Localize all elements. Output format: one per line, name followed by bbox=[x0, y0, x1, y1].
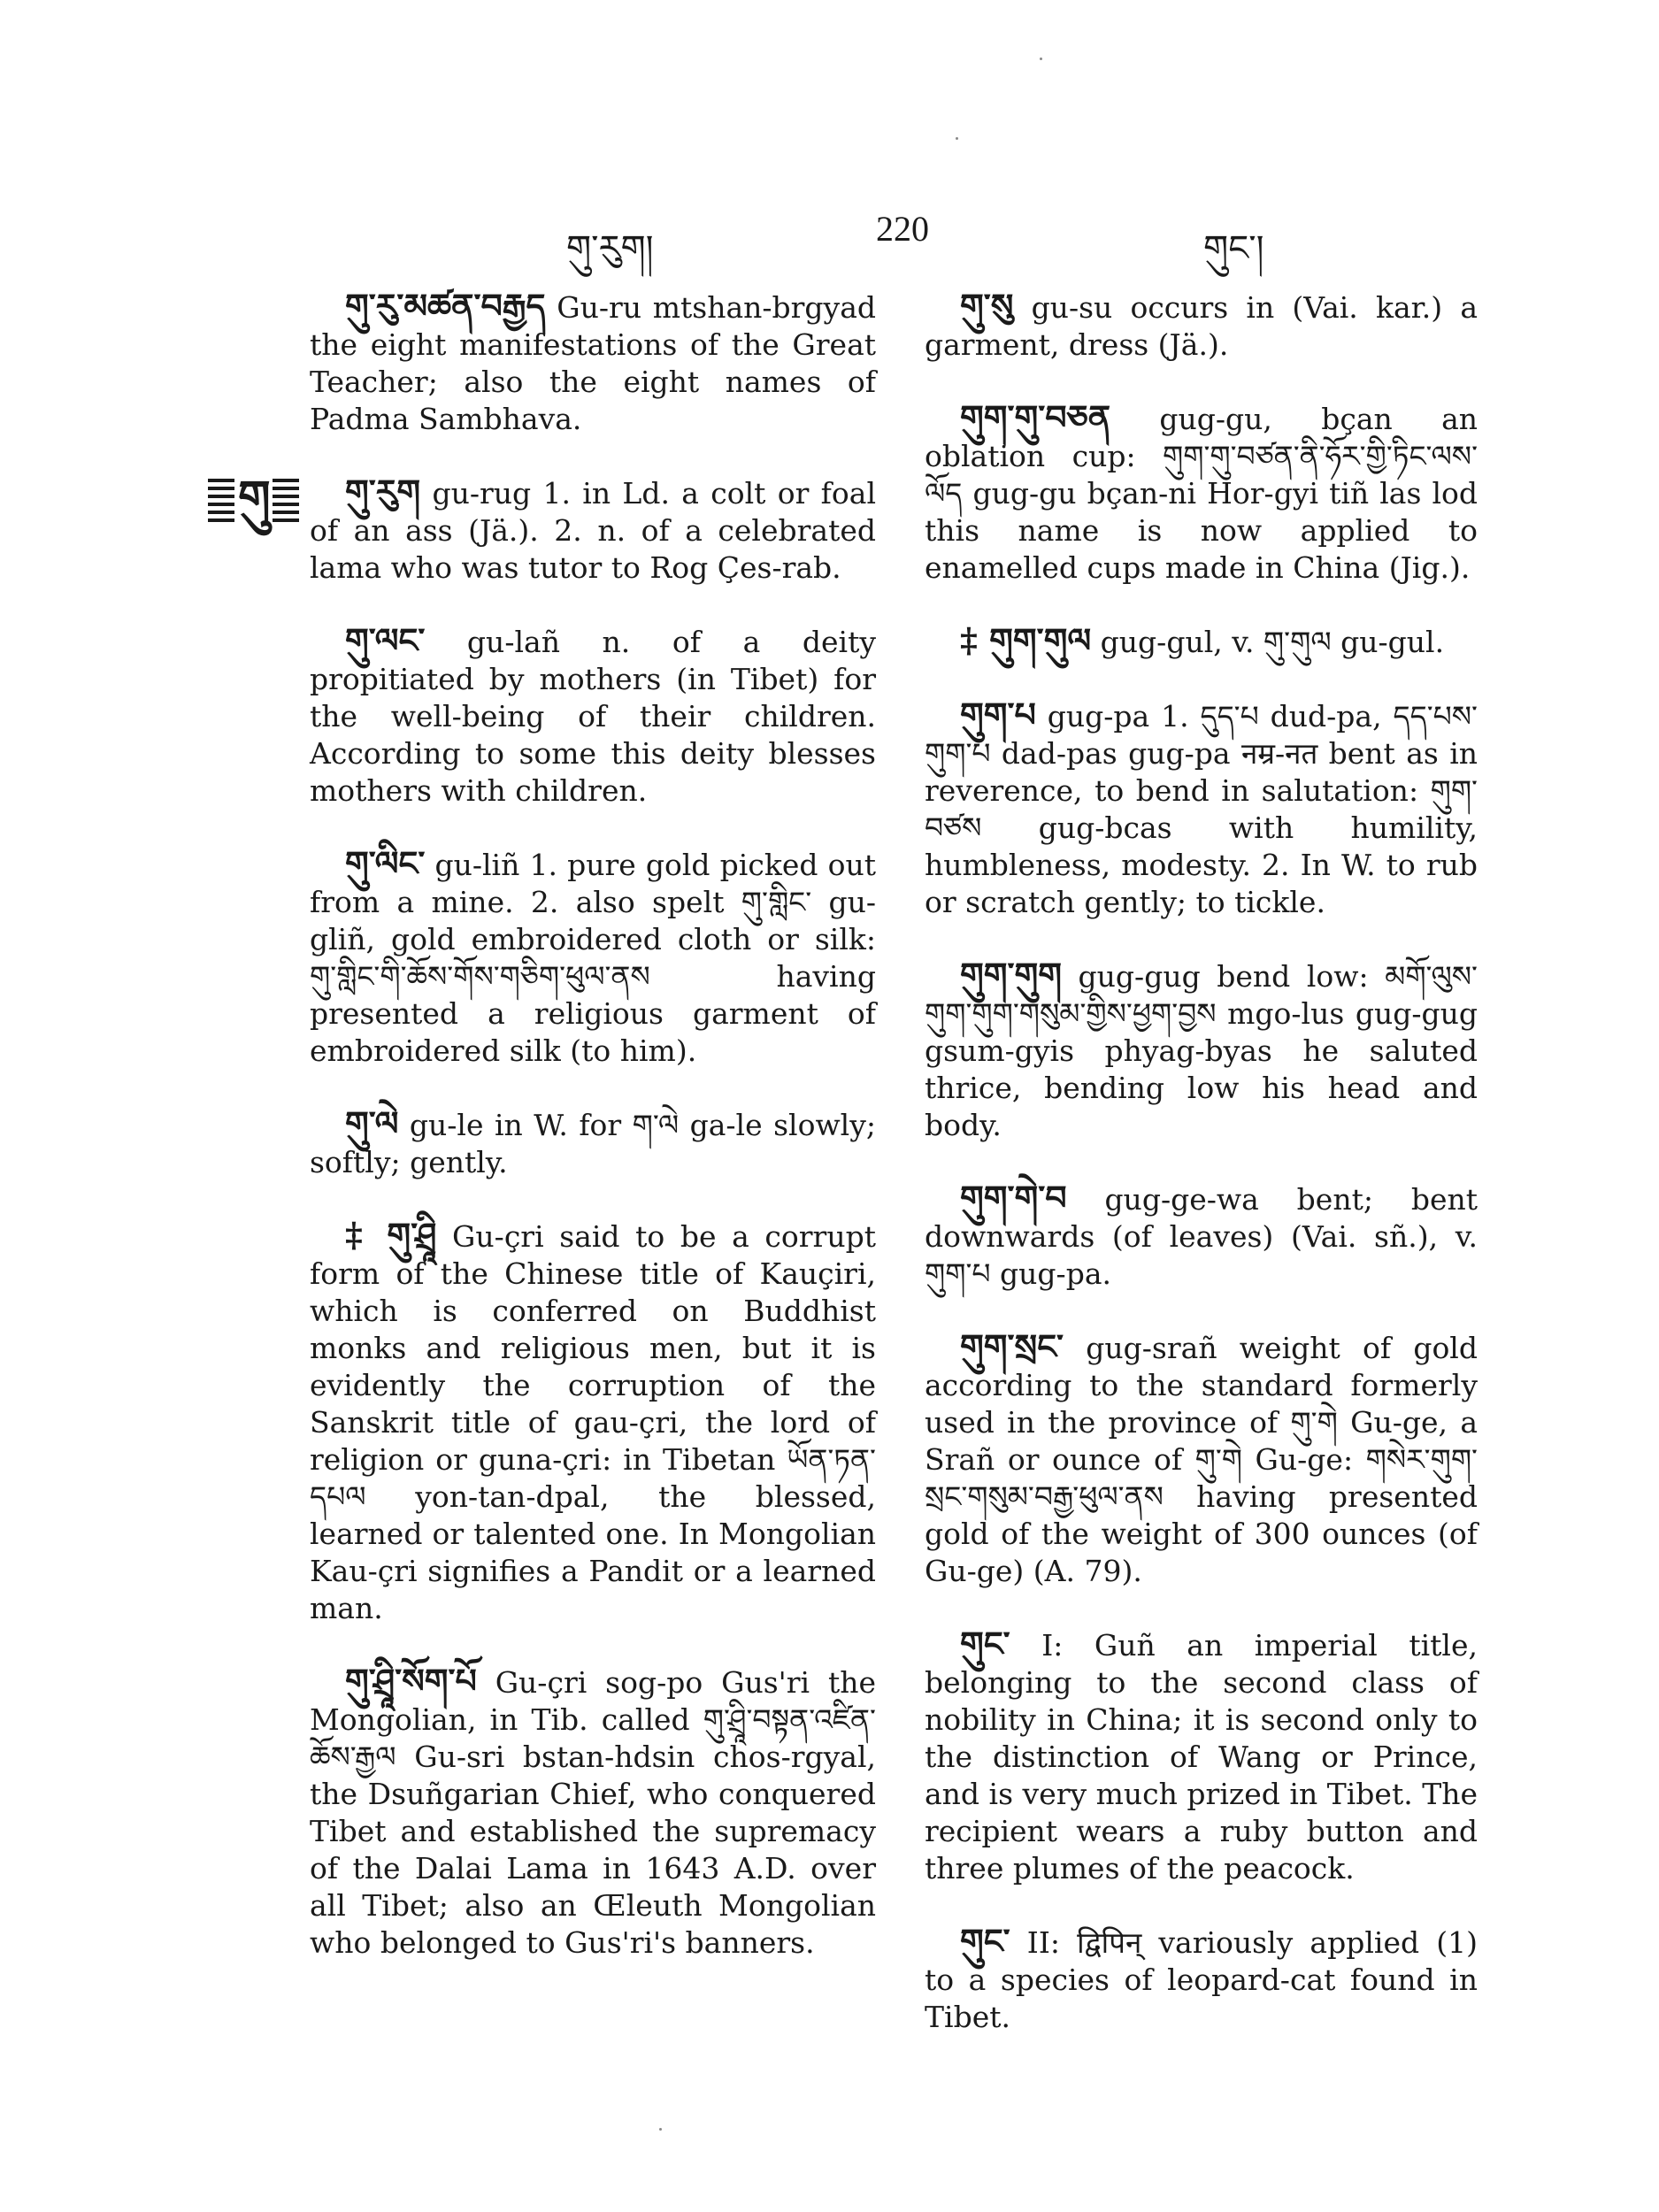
entry-definition: gu-le in W. for ག་ལེ ga-le slowly; softly; gently. bbox=[310, 1108, 876, 1179]
entry-headword: གུག་སྲང་ bbox=[960, 1326, 1064, 1366]
margin-section-mark bbox=[208, 447, 299, 576]
entry-definition: gug-pa 1. དུད་པ dud-pa, དད་པས་གུག་པ dad-pas gug-pa नम्र-नत bent as in reverence, to bend in salutation: གུག་བཙས gug-bcas with humility, humbleness, modesty. 2. In W. to rub or scratch gently; to tickle. bbox=[925, 699, 1478, 919]
entry-definition: Gu-çri said to be a corrupt form of the Chinese title of Kauçiri, which is conferred on Buddhist monks and religious men, but it is evidently the corruption of the Sanskrit title of gau-çri, the lord of religion or guna-çri: in Tibetan ཡོན་ཏན་དཔལ yon-tan-dpal, the blessed, learned or talented one. In Mongolian Kau-çri signifies a Pandit or a learned man. bbox=[310, 1219, 876, 1625]
dictionary-entry bbox=[310, 473, 876, 587]
entry-headword: གུ་ལེ bbox=[345, 1103, 399, 1143]
dictionary-entry bbox=[310, 288, 876, 438]
entry-headword: གུ་ཤྲཱི་སོག་པོ bbox=[345, 1661, 477, 1701]
entry-definition: II: द्विपिन् variously applied (1) to a species of leopard-cat found in Tibet. bbox=[925, 1925, 1478, 2034]
page-header bbox=[310, 208, 1486, 269]
margin-bars-icon bbox=[273, 479, 299, 525]
page-number: 220 bbox=[876, 209, 929, 249]
right-column bbox=[925, 288, 1478, 2071]
entry-headword: གུ་རུ་མཚན་བརྒྱད bbox=[345, 286, 546, 326]
entry-definition: gug-ge-wa bent; bent downwards (of leaves) (Vai. sñ.), v. གུག་པ gug-pa. bbox=[925, 1182, 1478, 1291]
entry-headword: གུག་གུ་བཅན bbox=[960, 397, 1111, 437]
entry-headword: གུག་གུག bbox=[960, 955, 1062, 995]
dictionary-entry bbox=[925, 1328, 1478, 1590]
entry-headword: གུག་གེ་བ bbox=[960, 1178, 1067, 1217]
dictionary-entry bbox=[310, 622, 876, 810]
entry-definition: Gu-ru mtshan-brgyad the eight manifestations of the Great Teacher; also the eight names of Padma Sambhava. bbox=[310, 290, 876, 436]
entry-headword: གུང་ bbox=[960, 1624, 1010, 1663]
dictionary-entry bbox=[310, 1105, 876, 1181]
dictionary-entry bbox=[925, 1179, 1478, 1293]
dictionary-entry bbox=[925, 1625, 1478, 1887]
entry-definition: Gu-çri sog-po Gus'ri the Mongolian, in Tib. called གུ་ཤྲཱི་བསྟན་འཛིན་ཆོས་རྒྱལ Gu-sri bstan-hdsin chos-rgyal, the Dsuñgarian Chief, who conquered Tibet and established the supremacy of the Dalai Lama in 1643 A.D. over all Tibet; also an Œleuth Mongolian who belonged to Gus'ri's banners. bbox=[310, 1665, 876, 1960]
margin-bars-icon bbox=[208, 479, 234, 525]
paper-speck bbox=[1040, 58, 1042, 60]
entry-definition: gug-srañ weight of gold according to the standard formerly used in the province of གུ་གེ Gu-ge, a Srañ or ounce of གུ་གེ Gu-ge: གསེར་གུག་སྲང་གསུམ་བརྒྱ་ཕུལ་ནས having presented gold of the weight of 300 ounces (of Gu-ge) (A. 79). bbox=[925, 1331, 1478, 1588]
entry-definition: gu-rug 1. in Ld. a colt or foal of an ass (Jä.). 2. n. of a celebrated lama who was tutor to Rog Çes-rab. bbox=[310, 476, 876, 585]
entry-definition: gug-gu, bçan an oblation cup: གུག་གུ་བཙན་ནི་ཧོར་གྱི་ཏིང་ལས་ལོད gug-gu bçan-ni Hor-gyi tiñ las lod this name is now applied to enamelled cups made in China (Jig.). bbox=[925, 402, 1478, 585]
paper-speck bbox=[659, 2128, 662, 2131]
margin-mark-letter: གུ bbox=[238, 471, 269, 525]
entry-headword: གུ་སུ bbox=[960, 286, 1014, 326]
entry-definition: gu-liñ 1. pure gold picked out from a mine. 2. also spelt གུ་གླིང་ gu-gliñ, gold embroidered cloth or silk: གུ་གླིང་གི་ཆོས་གོས་གཅིག་ཕུལ་ནས having presented a religious garment of embroidered silk (to him). bbox=[310, 848, 876, 1068]
entry-headword: གུ་རུག bbox=[345, 472, 421, 511]
header-right-word: གུང་། bbox=[1203, 228, 1264, 269]
entry-definition: gug-gul, v. གུ་གུལ gu-gul. bbox=[1091, 625, 1445, 659]
entry-headword: གུ་ལིང་ bbox=[345, 843, 426, 883]
dictionary-entry bbox=[925, 622, 1478, 661]
header-left-word: གུ་རུག། bbox=[566, 228, 654, 269]
left-column bbox=[310, 288, 876, 1997]
entry-headword: གུང་ bbox=[960, 1921, 1010, 1961]
dictionary-entry bbox=[925, 1923, 1478, 2036]
dictionary-entry bbox=[310, 1217, 876, 1627]
dictionary-entry bbox=[310, 845, 876, 1070]
dictionary-entry bbox=[925, 399, 1478, 587]
entry-headword: གུག་པ bbox=[960, 695, 1036, 734]
dictionary-entry bbox=[925, 696, 1478, 921]
dictionary-entry bbox=[925, 956, 1478, 1144]
paper-speck bbox=[956, 137, 958, 140]
entry-headword: ‡ གུ་ཤྲཱི bbox=[345, 1215, 437, 1255]
dictionary-entry bbox=[925, 288, 1478, 364]
entry-definition: gug-gug bend low: མགོ་ལུས་གུག་གུག་གསུམ་གྱིས་ཕྱག་བྱས mgo-lus gug-gug gsum-gyis phyag-byas he saluted thrice, bending low his head and body. bbox=[925, 959, 1478, 1142]
entry-definition: gu-lañ n. of a deity propitiated by mothers (in Tibet) for the well-being of their children. According to some this deity blesses mothers with children. bbox=[310, 625, 876, 808]
entry-definition: gu-su occurs in (Vai. kar.) a garment, dress (Jä.). bbox=[925, 290, 1478, 362]
entry-definition: I: Guñ an imperial title, belonging to the second class of nobility in China; it is second only to the distinction of Wang or Prince, and is very much prized in Tibet. The recipient wears a ruby button and three plumes of the peacock. bbox=[925, 1628, 1478, 1886]
entry-headword: གུ་ལང་ bbox=[345, 620, 426, 660]
dictionary-entry bbox=[310, 1663, 876, 1962]
entry-headword: ‡ གུག་གུལ bbox=[960, 620, 1092, 660]
